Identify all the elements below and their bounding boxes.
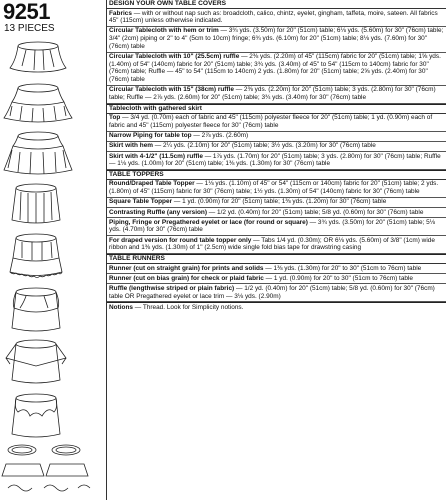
notions (107, 302, 446, 313)
requirements-panel (106, 0, 446, 500)
tablecloth-ruffle-icon (4, 84, 72, 122)
runner-icon (2, 445, 90, 491)
item-text: — 2¼ yds. (2.10m) for 20" (51cm) table; 3½ yds. (3.20m) for 30" (76cm) table (153, 142, 376, 150)
item-heading: Circular Tablecloth with hem or trim (109, 27, 219, 35)
item-narrow-piping (107, 132, 446, 142)
pieces-count: 13 PIECES (4, 23, 55, 34)
left-column (0, 0, 104, 500)
item-runner-ruffle (107, 284, 446, 302)
item-top (107, 114, 446, 132)
item-text: — with or without nap such as: broadcloth, calico, chintz, eyelet, gingham, taffeta, moire, sateen. All fabrics 45" (115cm) unless otherwise indicated. (109, 9, 438, 25)
item-text: — 2⅞ yds. (2.60m) (191, 132, 249, 140)
item-circular-10-ruffle (107, 53, 446, 86)
item-text: — Tabs 1/4 yd. (0.30m); OR 6⅛ yds. (5.60m) of 3/8" (1cm) wide ribbon and 1⅜ yds. (1.30m) of 1" (2.5cm) wide single fold bias tape for drawstring casing (109, 236, 435, 252)
item-heading: Circular Tablecloth with 15" (38cm) ruffle (109, 86, 234, 94)
item-draped-version (107, 236, 446, 254)
item-heading: Round/Draped Table Topper (109, 180, 195, 188)
item-text: — 1 yd. (0.90m) for 20" to 30" (51cm to 76cm) table (263, 274, 414, 282)
item-text: — 1/2 yd. (0.40m) for 20" (51cm) table; 5/8 yd. (0.60m) for 30" (76cm) table (207, 208, 424, 216)
draped-topper-icon (12, 394, 60, 437)
item-heading: For draped version for round table topper only (109, 236, 252, 244)
pattern-number: 9251 (3, 0, 50, 24)
tablecloth-hem-icon (10, 42, 66, 72)
illustrations (0, 36, 104, 500)
item-text: — 1 yd. (0.90m) for 20" (51cm) table; 1⅜ yds. (1.20m) for 30" (76cm) table (172, 198, 387, 206)
item-text: — 2⅜ yds. (2.20m) for 20" (51cm) table; 3 yds. (2.80m) for 30" (76cm) table; Ruffle — 2⅞ yds. (2.60m) for 20" (51cm) table; 3¾ yds. (3.40m) for 30" (76cm) table (109, 86, 436, 102)
item-heading: Skirt with hem (109, 142, 153, 150)
item-text: — 1/2 yd. (0.40m) for 20" (51cm) table; 5/8 yd. (0.60m) for 30" (76cm) table OR Pregathered eyelet or lace trim — 3⅛ yds. (2.90m) (109, 284, 435, 300)
item-skirt-ruffle (107, 152, 446, 170)
section-title-gathered: Tablecloth with gathered skirt (107, 104, 446, 114)
item-round-topper (107, 180, 446, 198)
square-topper-icon (6, 340, 66, 383)
item-heading: Fabrics (109, 9, 132, 17)
item-heading: Circular Tablecloth with 10" (25.5cm) ruffle (109, 53, 240, 61)
notions-text: — Thread. Look for Simplicity notions. (132, 304, 244, 312)
item-text: — 3¾ yds. (3.50m) for 20" (51cm) table; 6⅛ yds. (5.60m) for 30" (76cm) table; 3/4" (2cm) piping or 2" to 4" (5cm to 10cm) fringe; 6¾ yds. (6.10m) for 20" (51cm) table; 8⅛ yds. (7.60m) for 30" (76cm) table (109, 27, 444, 50)
item-runner-straight (107, 264, 446, 274)
item-text: — 1⅞ yds. (1.70m) for 20" (51cm) table; 3 yds. (2.80m) for 30" (76cm) table; Ruffle — 1⅛ yds. (1.00m) for 20" (51cm) table; 1⅜ yds. (1.30m) for 30" (76cm) table (109, 152, 441, 168)
item-runner-bias (107, 274, 446, 284)
item-text: — 2⅜ yds. (2.20m) of 45" (115cm) fabric for 20" (51cm) table; 1⅝ yds. (1.40m) of 54" (140cm) fabric for 20" (51cm) table; 3¾ yds. (3.40m) of 45" to 54" (115cm to 140cm) fabric for 30" (76cm) table; Ruffle — 45" to 54" (115cm to 140cm) 2 yds. (1.80m) for 20" (51cm) table; 2⅝ yds. (2.40m) for 30" (76cm) table (109, 53, 441, 84)
item-fabrics (107, 9, 446, 27)
item-heading: Contrasting Ruffle (any version) (109, 208, 208, 216)
round-topper-icon (12, 288, 60, 331)
item-circular-15-ruffle (107, 86, 446, 104)
item-text: — 1⅛ yds. (1.10m) of 45" or 54" (115cm or 140cm) fabric for 20" (51cm) table; 2 yds. (1.80m) of 45" (115cm) fabric for 30" (76cm) table; 1½ yds. (1.30m) of 54" (140cm) fabric for 30" (76cm) table (109, 180, 439, 196)
item-contrasting-ruffle (107, 208, 446, 218)
item-heading: Square Table Topper (109, 198, 173, 206)
item-piping-fringe (107, 218, 446, 236)
item-skirt-hem (107, 142, 446, 152)
item-heading: Top (109, 114, 121, 122)
gathered-skirt-ruffle-icon (10, 234, 62, 278)
tablecloth-long-ruffle-icon (4, 132, 72, 174)
item-text: — 3/4 yd. (0.70m) each of fabric and 45" (115cm) polyester fleece for 20" (51cm) table; 1 yd. (0.90m) each of fabric and 45" (115cm) polyester fleece for 30" (76cm) table (109, 114, 433, 129)
section-title-runners: TABLE RUNNERS (107, 254, 446, 264)
item-heading: Piping, Fringe or Pregathered eyelet or lace (for round or square) (109, 218, 308, 226)
item-text: — 1⅜ yds. (1.30m) for 20" to 30" (51cm to 76cm) table (263, 264, 422, 272)
item-heading: Runner (cut on straight grain) for prints and solids (109, 264, 264, 272)
item-heading: Runner (cut on bias grain) for check or plaid fabric (109, 274, 264, 282)
notions-heading: Notions (109, 304, 133, 312)
item-heading: Ruffle (lengthwise striped or plain fabric) (109, 284, 235, 292)
gathered-skirt-icon (12, 184, 60, 223)
item-square-topper (107, 198, 446, 208)
item-heading: Narrow Piping for table top (109, 132, 192, 140)
section-title-toppers: TABLE TOPPERS (107, 170, 446, 180)
item-circular-hem (107, 27, 446, 53)
section-title-design: DESIGN YOUR OWN TABLE COVERS (107, 0, 446, 9)
item-heading: Skirt with 4-1/2" (11.5cm) ruffle (109, 152, 203, 160)
item-text: — 3¾ yds. (3.50m) for 20" (51cm) table; 5⅛ yds. (4.70m) for 30" (76cm) table (109, 218, 436, 234)
